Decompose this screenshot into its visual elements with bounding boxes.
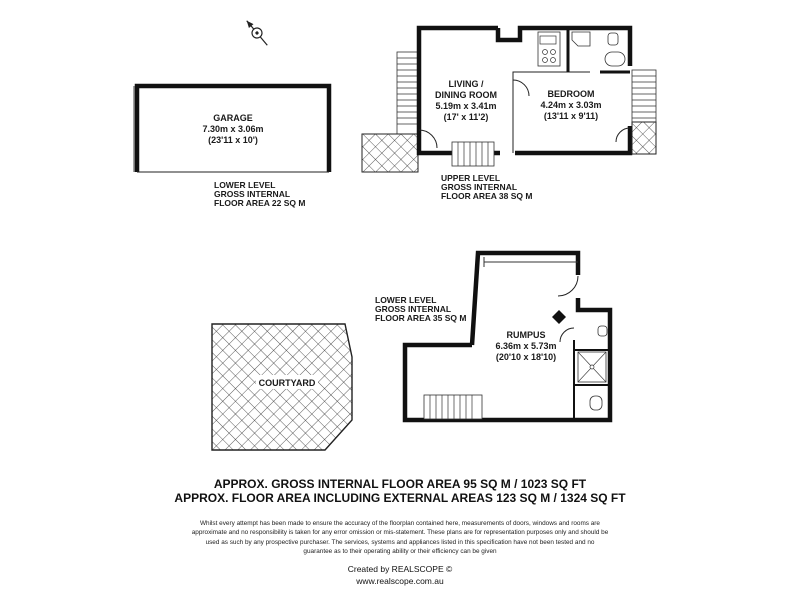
disclaimer-line: guarantee as to their operating ability or their efficiency can be given [303, 548, 497, 556]
svg-text:GROSS INTERNAL: GROSS INTERNAL [214, 189, 291, 199]
bedroom-dims-metric: 4.24m x 3.03m [540, 100, 602, 110]
created-by-credit: Created by REALSCOPE © [347, 564, 453, 574]
credit-website: www.realscope.com.au [356, 576, 444, 586]
svg-text:GROSS INTERNAL: GROSS INTERNAL [375, 304, 452, 314]
rumpus-plan [405, 253, 610, 420]
total-area-including-external: APPROX. FLOOR AREA INCLUDING EXTERNAL AREAS 123 SQ M / 1324 SQ FT [174, 491, 626, 505]
disclaimer-line: used as such by any prospective purchaser. The services, systems and appliances listed in this specification have not been tested and no [205, 538, 595, 546]
garage-plan [134, 86, 329, 172]
courtyard-plan [212, 324, 352, 450]
rumpus-level-area-label [375, 295, 466, 323]
courtyard-name: COURTYARD [258, 378, 316, 388]
svg-text:FLOOR AREA 38 SQ M: FLOOR AREA 38 SQ M [441, 191, 533, 201]
svg-text:LOWER LEVEL: LOWER LEVEL [375, 295, 437, 305]
garage-name: GARAGE [213, 113, 253, 123]
svg-text:GROSS INTERNAL: GROSS INTERNAL [441, 182, 518, 192]
rumpus-dims-imperial: (20'10 x 18'10) [495, 352, 557, 362]
svg-text:LOWER LEVEL: LOWER LEVEL [214, 180, 276, 190]
garage-dims-metric: 7.30m x 3.06m [202, 124, 264, 134]
living-room-dims-imperial: (17' x 11'2) [443, 112, 489, 122]
svg-text:FLOOR AREA 22 SQ M: FLOOR AREA 22 SQ M [214, 198, 306, 208]
svg-text:UPPER LEVEL: UPPER LEVEL [441, 173, 501, 183]
upper-level-plan [362, 28, 656, 172]
living-room-dims-metric: 5.19m x 3.41m [435, 101, 497, 111]
svg-text:FLOOR AREA 35 SQ M: FLOOR AREA 35 SQ M [375, 313, 467, 323]
living-room-name-line2: DINING ROOM [435, 90, 497, 100]
rumpus-name: RUMPUS [506, 330, 546, 340]
garage-dims-imperial: (23'11 x 10') [208, 135, 258, 145]
upper-level-area-label [441, 173, 532, 201]
bedroom-dims-imperial: (13'11 x 9'11) [543, 111, 599, 121]
disclaimer-line: Whilst every attempt has been made to ensure the accuracy of the floorplan contained here, measurements of doors, windows and rooms are [200, 520, 600, 527]
bedroom-name: BEDROOM [547, 89, 595, 99]
disclaimer-line: approximate and no responsibility is taken for any error omission or mis-statement. These plans are for representation purposes only and should be [191, 529, 609, 537]
garage-level-area-label [214, 180, 305, 208]
living-room-name-line1: LIVING / [448, 79, 484, 89]
compass-north-arrow-icon [243, 18, 271, 49]
rumpus-dims-metric: 6.36m x 5.73m [495, 341, 557, 351]
disclaimer-text [170, 519, 630, 557]
total-gross-internal-area: APPROX. GROSS INTERNAL FLOOR AREA 95 SQ M / 1023 SQ FT [213, 477, 587, 491]
